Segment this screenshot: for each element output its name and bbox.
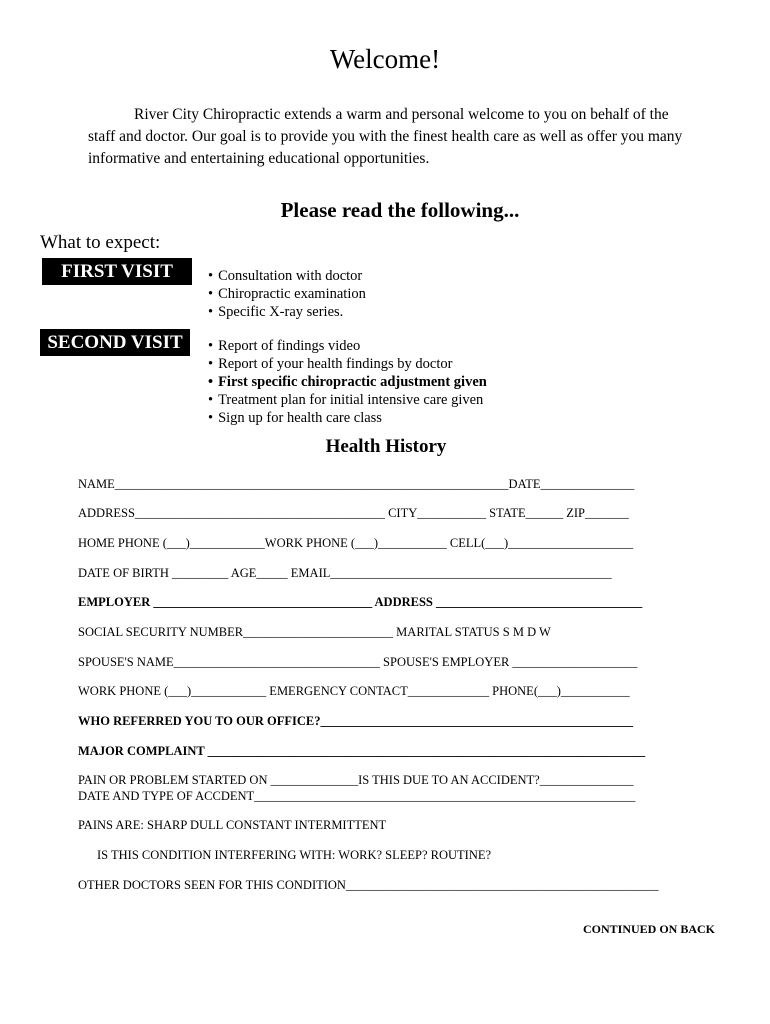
dob-email-field[interactable]: DATE OF BIRTH _________ AGE_____ EMAIL_____________________________________________ xyxy=(78,566,612,580)
list-item: • Sign up for health care class xyxy=(208,409,487,427)
spouse-field[interactable]: SPOUSE'S NAME_________________________________ SPOUSE'S EMPLOYER ____________________ xyxy=(78,655,638,669)
list-item: • Report of your health findings by doctor xyxy=(208,355,487,373)
list-item: • First specific chiropractic adjustment given xyxy=(208,373,487,391)
ssn-marital-field[interactable]: SOCIAL SECURITY NUMBER________________________ MARITAL STATUS S M D W xyxy=(78,625,551,639)
referral-field[interactable]: WHO REFERRED YOU TO OUR OFFICE?__________________________________________________ xyxy=(78,714,633,728)
major-complaint-field[interactable]: MAJOR COMPLAINT ______________________________________________________________________ xyxy=(78,744,646,758)
list-item: • Consultation with doctor xyxy=(208,267,366,285)
interference-field[interactable]: IS THIS CONDITION INTERFERING WITH: WORK? SLEEP? ROUTINE? xyxy=(97,848,492,862)
first-visit-badge: FIRST VISIT xyxy=(42,258,192,285)
read-heading: Please read the following... xyxy=(280,198,520,222)
second-visit-badge: SECOND VISIT xyxy=(40,329,190,356)
list-item: • Chiropractic examination xyxy=(208,285,366,303)
expect-label: What to expect: xyxy=(40,232,161,253)
other-doctors-field[interactable]: OTHER DOCTORS SEEN FOR THIS CONDITION__________________________________________________ xyxy=(78,878,659,892)
first-visit-list xyxy=(208,267,366,321)
page-title: Welcome! xyxy=(329,44,441,74)
continued-note: CONTINUED ON BACK xyxy=(582,922,715,936)
address-field[interactable]: ADDRESS________________________________________ CITY___________ STATE______ ZIP_______ xyxy=(78,506,629,520)
name-date-field[interactable]: NAME_______________________________________________________________DATE_______________ xyxy=(78,477,635,491)
pains-are-field[interactable]: PAINS ARE: SHARP DULL CONSTANT INTERMITTENT xyxy=(78,818,387,832)
intro-paragraph xyxy=(88,104,688,170)
accident-field[interactable]: DATE AND TYPE OF ACCDENT_____________________________________________________________ xyxy=(78,789,636,803)
list-item: • Specific X-ray series. xyxy=(208,303,366,321)
employer-field[interactable]: EMPLOYER ___________________________________ ADDRESS _________________________________ xyxy=(78,595,643,609)
intro-text: River City Chiropractic extends a warm and personal welcome to you on behalf of the staff and doctor. Our goal is to provide you with the finest health care as well as offer you many informative and entertaining educational opportunities. xyxy=(88,106,683,167)
list-item: • Report of findings video xyxy=(208,337,487,355)
pain-started-field[interactable]: PAIN OR PROBLEM STARTED ON ______________IS THIS DUE TO AN ACCIDENT?_______________ xyxy=(78,773,634,787)
list-item: • Treatment plan for initial intensive care given xyxy=(208,391,487,409)
phone-field[interactable]: HOME PHONE (___)____________WORK PHONE (___)___________ CELL(___)____________________ xyxy=(78,536,634,550)
emergency-contact-field[interactable]: WORK PHONE (___)____________ EMERGENCY CONTACT_____________ PHONE(___)___________ xyxy=(78,684,630,698)
health-history-heading: Health History xyxy=(325,436,447,457)
second-visit-list xyxy=(208,337,487,427)
